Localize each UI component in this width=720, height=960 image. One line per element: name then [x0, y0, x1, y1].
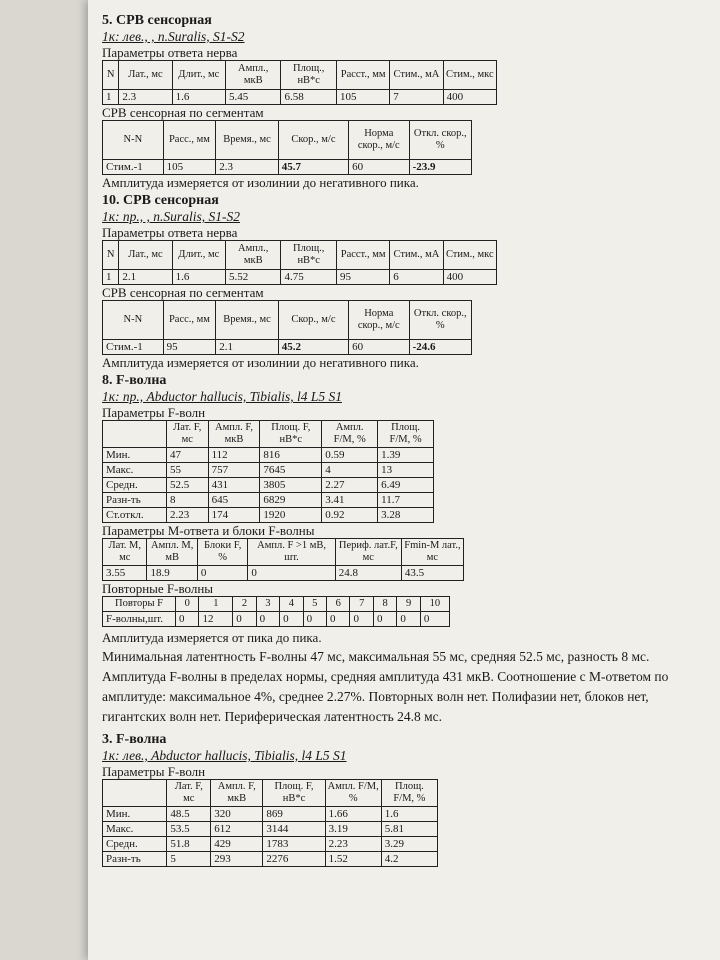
- table-row: [103, 90, 497, 105]
- header-cell: Стим., мкс: [443, 241, 496, 270]
- table-cell: Мин.: [103, 448, 167, 463]
- table-cell: 11.7: [378, 493, 434, 508]
- table-row: [103, 160, 472, 175]
- section-3-title: 3. F-волна: [102, 732, 167, 747]
- table-cell: 47: [166, 448, 208, 463]
- table-cell: 0: [233, 612, 256, 627]
- table-cell: 6: [390, 270, 443, 285]
- header-cell: Fmin-M лат., мс: [401, 539, 463, 566]
- table-cell: Макс.: [103, 822, 167, 837]
- table-cell: 612: [211, 822, 263, 837]
- table-cell: 0: [350, 612, 373, 627]
- table-row: [103, 852, 438, 867]
- header-cell: Ампл., мкВ: [225, 61, 281, 90]
- table-cell: 0: [397, 612, 420, 627]
- header-cell: Скор., м/с: [278, 301, 348, 340]
- section-5-segment-caption: СРВ сенсорная по сегментам: [102, 105, 264, 120]
- section-8-fwave-caption: Параметры F-волн: [102, 405, 206, 420]
- table-cell: Разн-ть: [103, 493, 167, 508]
- header-cell: [103, 421, 167, 448]
- header-cell: N-N: [103, 121, 164, 160]
- table-cell: 4: [322, 463, 378, 478]
- header-cell: Ампл. F, мкВ: [211, 780, 263, 807]
- table-cell: 0.92: [322, 508, 378, 523]
- table-cell: 18.9: [147, 566, 197, 581]
- table-cell: 1.52: [325, 852, 381, 867]
- table-cell: 13: [378, 463, 434, 478]
- section-3-subtitle: 1к: лев., Abductor hallucis, Tibialis, l4 L5 S1: [102, 748, 347, 763]
- header-cell: Площ. F, нВ*с: [263, 780, 325, 807]
- header-cell: Лат. F, мс: [166, 421, 208, 448]
- header-cell: Откл. скор., %: [409, 301, 471, 340]
- header-cell: Время., мс: [216, 301, 279, 340]
- table-cell: 95: [336, 270, 389, 285]
- header-cell: Повторы F: [103, 597, 176, 612]
- header-cell: Ампл. F, мкВ: [208, 421, 260, 448]
- section-5-note: Амплитуда измеряется от изолинии до негативного пика.: [102, 175, 419, 190]
- table-cell: 2.23: [325, 837, 381, 852]
- table-cell: 869: [263, 807, 325, 822]
- table-cell: 3.19: [325, 822, 381, 837]
- table-cell: 0: [256, 612, 279, 627]
- table-cell: 0: [248, 566, 335, 581]
- table-cell: 3144: [263, 822, 325, 837]
- table-row: [103, 270, 497, 285]
- table-row: [103, 340, 472, 355]
- section-8-repeat-table: [102, 596, 450, 627]
- table-cell: Стим.-1: [103, 160, 164, 175]
- header-cell: 8: [373, 597, 396, 612]
- table-cell: 400: [443, 270, 496, 285]
- table-cell: 48.5: [167, 807, 211, 822]
- header-cell: Периф. лат.F, мс: [335, 539, 401, 566]
- header-cell: Стим., мА: [390, 241, 443, 270]
- table-cell: 6829: [260, 493, 322, 508]
- header-cell: 0: [176, 597, 199, 612]
- header-cell: 5: [303, 597, 326, 612]
- table-cell: 5.52: [225, 270, 281, 285]
- header-cell: Ампл. F >1 мВ, шт.: [248, 539, 335, 566]
- header-cell: Стим., мА: [390, 61, 443, 90]
- section-10-subtitle: 1к: пр., , n.Suralis, S1-S2: [102, 209, 240, 224]
- table-cell: 1: [103, 90, 119, 105]
- header-cell: Длит., мс: [172, 241, 225, 270]
- table-row: [103, 566, 464, 581]
- header-cell: Площ., нВ*с: [281, 61, 337, 90]
- table-cell: 2.1: [216, 340, 279, 355]
- table-cell: Ст.откл.: [103, 508, 167, 523]
- table-cell: 12: [199, 612, 233, 627]
- document-page: [88, 0, 720, 960]
- header-cell: 1: [199, 597, 233, 612]
- section-8-note: Амплитуда измеряется от пика до пика.: [102, 630, 322, 645]
- table-cell: 24.8: [335, 566, 401, 581]
- table-header-row: [103, 301, 472, 340]
- table-cell: 53.5: [167, 822, 211, 837]
- table-cell: Макс.: [103, 463, 167, 478]
- header-cell: Расст., мм: [336, 61, 389, 90]
- table-cell: 95: [163, 340, 216, 355]
- table-cell: 2276: [263, 852, 325, 867]
- table-cell: 0: [176, 612, 199, 627]
- document-content: [102, 12, 712, 867]
- table-cell: 60: [349, 160, 410, 175]
- table-cell: 3.55: [103, 566, 147, 581]
- table-cell: 0: [197, 566, 247, 581]
- header-cell: Норма скор., м/с: [349, 301, 410, 340]
- table-cell: 757: [208, 463, 260, 478]
- table-header-row: [103, 241, 497, 270]
- table-row: [103, 508, 434, 523]
- header-cell: Ампл., мкВ: [225, 241, 281, 270]
- table-cell: -23.9: [409, 160, 471, 175]
- table-cell: 4.2: [381, 852, 437, 867]
- table-cell: 0.59: [322, 448, 378, 463]
- section-8-repeat-caption: Повторные F-волны: [102, 581, 214, 596]
- header-cell: 4: [280, 597, 303, 612]
- table-row: [103, 822, 438, 837]
- table-cell: 105: [163, 160, 216, 175]
- section-5-segment-table: [102, 120, 472, 175]
- header-cell: 6: [327, 597, 350, 612]
- header-cell: Расс., мм: [163, 301, 216, 340]
- table-row: [103, 448, 434, 463]
- table-cell: 5.45: [225, 90, 281, 105]
- table-cell: 1920: [260, 508, 322, 523]
- table-cell: 400: [443, 90, 496, 105]
- table-cell: 2.3: [216, 160, 279, 175]
- table-cell: 0: [280, 612, 303, 627]
- table-cell: 3.41: [322, 493, 378, 508]
- table-cell: 2.27: [322, 478, 378, 493]
- table-cell: 0: [373, 612, 396, 627]
- table-cell: Средн.: [103, 837, 167, 852]
- table-row: [103, 493, 434, 508]
- table-cell: 105: [336, 90, 389, 105]
- table-cell: 293: [211, 852, 263, 867]
- section-10-nerve-table: [102, 240, 497, 285]
- table-row: [103, 612, 450, 627]
- table-cell: 1.6: [381, 807, 437, 822]
- table-cell: 7: [390, 90, 443, 105]
- table-cell: 52.5: [166, 478, 208, 493]
- section-8-subtitle: 1к: пр., Abductor hallucis, Tibialis, l4 L5 S1: [102, 389, 342, 404]
- table-cell: 3.29: [381, 837, 437, 852]
- table-cell: 1.6: [172, 90, 225, 105]
- table-cell: Мин.: [103, 807, 167, 822]
- table-cell: 51.8: [167, 837, 211, 852]
- table-cell: 5.81: [381, 822, 437, 837]
- section-10-note: Амплитуда измеряется от изолинии до негативного пика.: [102, 355, 419, 370]
- table-row: [103, 837, 438, 852]
- table-cell: 320: [211, 807, 263, 822]
- table-cell: 2.3: [119, 90, 172, 105]
- table-row: [103, 807, 438, 822]
- header-cell: Ампл. F/M, %: [322, 421, 378, 448]
- table-cell: 645: [208, 493, 260, 508]
- section-5-nerve-table: [102, 60, 497, 105]
- header-cell: N: [103, 61, 119, 90]
- table-cell: 0: [327, 612, 350, 627]
- header-cell: N-N: [103, 301, 164, 340]
- header-cell: Ампл. М, мВ: [147, 539, 197, 566]
- section-3-fwave-caption: Параметры F-волн: [102, 764, 206, 779]
- table-cell: 3805: [260, 478, 322, 493]
- header-cell: 9: [397, 597, 420, 612]
- table-header-row: [103, 597, 450, 612]
- table-cell: 1.39: [378, 448, 434, 463]
- table-cell: 816: [260, 448, 322, 463]
- header-cell: Расс., мм: [163, 121, 216, 160]
- header-cell: Площ. F/M, %: [378, 421, 434, 448]
- header-cell: Лат. F, мс: [167, 780, 211, 807]
- table-cell: 0: [303, 612, 326, 627]
- table-header-row: [103, 539, 464, 566]
- table-cell: 1.6: [172, 270, 225, 285]
- header-cell: 2: [233, 597, 256, 612]
- table-cell: 5: [167, 852, 211, 867]
- header-cell: [103, 780, 167, 807]
- table-cell: 45.2: [278, 340, 348, 355]
- header-cell: Лат., мс: [119, 61, 172, 90]
- header-cell: 10: [420, 597, 449, 612]
- table-header-row: [103, 121, 472, 160]
- table-cell: 0: [420, 612, 449, 627]
- header-cell: 7: [350, 597, 373, 612]
- table-cell: 2.1: [119, 270, 172, 285]
- table-row: [103, 463, 434, 478]
- header-cell: 3: [256, 597, 279, 612]
- section-5-title: 5. СРВ сенсорная: [102, 13, 212, 28]
- table-cell: 43.5: [401, 566, 463, 581]
- header-cell: Длит., мс: [172, 61, 225, 90]
- table-cell: 45.7: [278, 160, 348, 175]
- section-5-subtitle: 1к: лев., , n.Suralis, S1-S2: [102, 29, 245, 44]
- section-8-mresponse-caption: Параметры М-ответа и блоки F-волны: [102, 523, 315, 538]
- section-10-segment-table: [102, 300, 472, 355]
- header-cell: Ампл. F/M, %: [325, 780, 381, 807]
- table-cell: 2.23: [166, 508, 208, 523]
- table-cell: 1783: [263, 837, 325, 852]
- table-cell: F-волны,шт.: [103, 612, 176, 627]
- table-row: [103, 478, 434, 493]
- table-cell: 431: [208, 478, 260, 493]
- section-8-title: 8. F-волна: [102, 373, 167, 388]
- header-cell: Площ. F, нВ*с: [260, 421, 322, 448]
- table-cell: 6.58: [281, 90, 337, 105]
- table-cell: 6.49: [378, 478, 434, 493]
- table-cell: 60: [349, 340, 410, 355]
- section-10-title: 10. СРВ сенсорная: [102, 193, 219, 208]
- table-header-row: [103, 780, 438, 807]
- header-cell: Расст., мм: [336, 241, 389, 270]
- header-cell: Норма скор., м/с: [349, 121, 410, 160]
- header-cell: Лат. М, мс: [103, 539, 147, 566]
- table-header-row: [103, 421, 434, 448]
- header-cell: Блоки F, %: [197, 539, 247, 566]
- header-cell: Скор., м/с: [278, 121, 348, 160]
- section-3-fwave-table: [102, 779, 438, 867]
- table-cell: Стим.-1: [103, 340, 164, 355]
- section-10-nerve-caption: Параметры ответа нерва: [102, 225, 238, 240]
- header-cell: Время., мс: [216, 121, 279, 160]
- table-cell: Разн-ть: [103, 852, 167, 867]
- section-8-mresponse-table: [102, 538, 464, 581]
- table-cell: 3.28: [378, 508, 434, 523]
- table-cell: 1: [103, 270, 119, 285]
- table-header-row: [103, 61, 497, 90]
- table-cell: 4.75: [281, 270, 337, 285]
- header-cell: Стим., мкс: [443, 61, 496, 90]
- table-cell: 7645: [260, 463, 322, 478]
- header-cell: Лат., мс: [119, 241, 172, 270]
- header-cell: Площ., нВ*с: [281, 241, 337, 270]
- header-cell: N: [103, 241, 119, 270]
- table-cell: 1.66: [325, 807, 381, 822]
- section-5-nerve-caption: Параметры ответа нерва: [102, 45, 238, 60]
- header-cell: Площ. F/M, %: [381, 780, 437, 807]
- header-cell: Откл. скор., %: [409, 121, 471, 160]
- table-cell: 112: [208, 448, 260, 463]
- table-cell: 174: [208, 508, 260, 523]
- section-8-fwave-table: [102, 420, 434, 523]
- table-cell: 55: [166, 463, 208, 478]
- section-10-segment-caption: СРВ сенсорная по сегментам: [102, 285, 264, 300]
- table-cell: 429: [211, 837, 263, 852]
- table-cell: -24.6: [409, 340, 471, 355]
- section-8-conclusion: Минимальная латентность F-волны 47 мс, максимальная 55 мс, средняя 52.5 мс, разность 8 мс. Амплитуда F-волны в пределах нормы, средняя амплитуда 431 мкВ. Соотношение с М-ответом по амплитуде: максимальное 4%, среднее 2.27%. Повторных волн нет. Полифазии нет, блоков нет, гигантских волн нет. Периферическая латентность 24.8 мс.: [102, 649, 669, 724]
- table-cell: Средн.: [103, 478, 167, 493]
- table-cell: 8: [166, 493, 208, 508]
